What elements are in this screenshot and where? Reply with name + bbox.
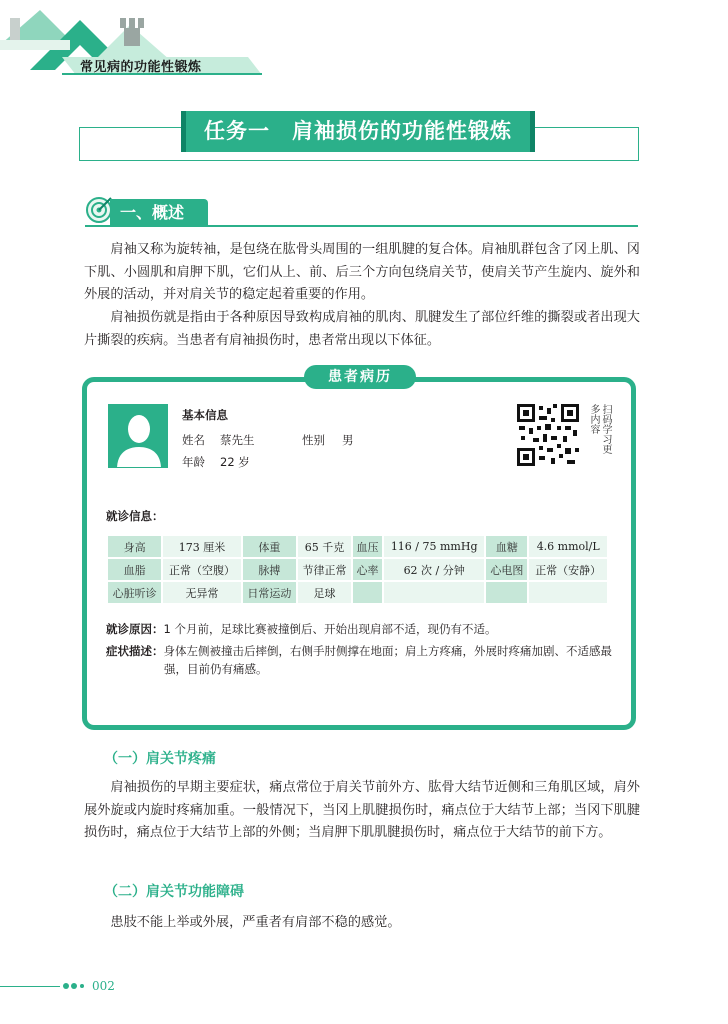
table-cell: 血脂	[108, 559, 161, 580]
table-cell: 心脏听诊	[108, 582, 161, 603]
running-header-title: 常见病的功能性锻炼	[80, 60, 202, 75]
subsection-heading-dysfunction: （二）肩关节功能障碍	[104, 884, 244, 900]
dysfunction-paragraph: 患肢不能上举或外展，严重者有肩部不稳的感觉。	[110, 915, 401, 930]
section-underline	[85, 225, 638, 227]
table-cell	[486, 582, 527, 603]
gender-value: 男	[342, 433, 354, 447]
overview-paragraph-2: 肩袖损伤就是指由于各种原因导致构成肩袖的肌肉、肌腱发生了部位纤维的撕裂或者出现大片撕裂的疾病。当患者有肩袖损伤时，患者常出现以下体征。	[84, 310, 640, 348]
page-number: 002	[92, 979, 115, 993]
subsection-heading-pain: （一）肩关节疼痛	[104, 751, 216, 767]
table-row	[108, 559, 607, 580]
patient-avatar	[108, 404, 168, 468]
symptom-description	[106, 642, 616, 678]
table-cell: 65 千克	[298, 536, 351, 557]
table-row	[108, 536, 607, 557]
task-title: 任务一 肩袖损伤的功能性锻炼	[181, 111, 535, 152]
footer-rule	[0, 986, 60, 987]
qr-note-more: 多内容	[588, 404, 599, 434]
table-cell: 正常（安静）	[529, 559, 607, 580]
table-cell: 血压	[353, 536, 382, 557]
visit-info-label: 就诊信息：	[106, 509, 164, 523]
target-icon	[85, 196, 113, 224]
table-cell: 身高	[108, 536, 161, 557]
table-cell: 足球	[298, 582, 351, 603]
visit-reason-label: 就诊原因：	[106, 622, 164, 636]
table-cell: 无异常	[163, 582, 241, 603]
section-heading: 一、概述	[110, 199, 208, 226]
table-cell: 节律正常	[298, 559, 351, 580]
name-label: 姓名	[182, 433, 205, 447]
table-cell: 116 / 75 mmHg	[384, 536, 484, 557]
age-label: 年龄	[182, 455, 205, 469]
qr-note-scan: 扫码学习更	[600, 404, 611, 454]
symptom-text: 身体左侧被撞击后摔倒，右侧手肘侧撑在地面；肩上方疼痛，外展时疼痛加剧、不适感最强，目前仍有痛感。	[163, 644, 612, 676]
person-silhouette-icon	[109, 405, 168, 468]
overview-paragraph-1: 肩袖又称为旋转袖，是包绕在肱骨头周围的一组肌腱的复合体。肩袖肌群包含了冈上肌、冈下肌、小圆肌和肩胛下肌，它们从上、前、后三个方向包绕肩关节，使肩关节产生旋内、旋外和外展的活动，并对肩关节的稳定起着重要的作用。	[84, 242, 640, 302]
table-cell: 体重	[243, 536, 296, 557]
visit-reason	[106, 620, 616, 638]
table-cell: 62 次 / 分钟	[384, 559, 484, 580]
table-cell: 脉搏	[243, 559, 296, 580]
table-cell: 心电图	[486, 559, 527, 580]
table-cell: 日常运动	[243, 582, 296, 603]
name-value: 蔡先生	[220, 433, 255, 447]
visit-reason-text: 1 个月前，足球比赛被撞倒后、开始出现肩部不适，现仍有不适。	[163, 622, 497, 636]
table-cell	[353, 582, 382, 603]
table-row	[108, 582, 607, 603]
vitals-table	[106, 534, 609, 605]
table-cell: 173 厘米	[163, 536, 241, 557]
basic-info-title: 基本信息	[182, 408, 228, 422]
symptom-label: 症状描述：	[106, 644, 164, 658]
footer-dots	[62, 982, 92, 990]
qr-code[interactable]	[517, 404, 579, 466]
table-cell: 正常（空腹）	[163, 559, 241, 580]
table-cell	[529, 582, 607, 603]
table-cell: 血糖	[486, 536, 527, 557]
table-cell: 心率	[353, 559, 382, 580]
table-cell: 4.6 mmol/L	[529, 536, 607, 557]
age-value: 22 岁	[220, 455, 250, 469]
pain-paragraph: 肩袖损伤的早期主要症状，痛点常位于肩关节前外方、肱骨大结节近侧和三角肌区域，肩外展外旋或内旋时疼痛加重。一般情况下，当冈上肌腱损伤时，痛点位于大结节上部；当冈下肌腱损伤时，痛点位于大结节上部的外侧；当肩胛下肌肌腱损伤时，痛点位于大结节的前下方。	[84, 780, 640, 840]
gender-label: 性别	[302, 433, 325, 447]
patient-record-tab: 患者病历	[304, 365, 416, 389]
table-cell	[384, 582, 484, 603]
